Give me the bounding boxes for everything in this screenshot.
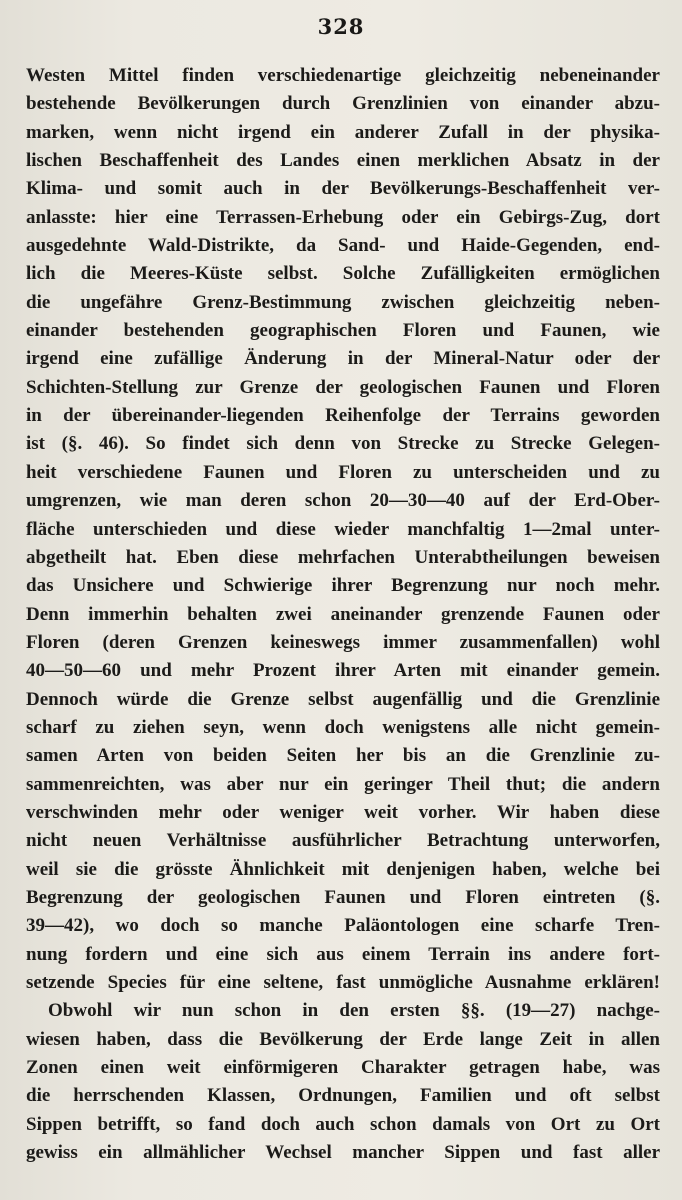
text-line: das Unsichere und Schwierige ihrer Begrenzung nur noch mehr.: [26, 575, 660, 597]
text-line: setzende Species für eine seltene, fast unmögliche Ausnahme erklären!: [26, 972, 660, 993]
text-line: irgend eine zufällige Änderung in der Mineral-Natur oder der: [26, 348, 660, 370]
text-line: umgrenzen, wie man deren schon 20—30—40 auf der Erd-Ober-: [26, 490, 660, 512]
text-line: marken, wenn nicht irgend ein anderer Zufall in der physika-: [26, 121, 660, 143]
text-line: in der übereinander-liegenden Reihenfolge der Terrains geworden: [26, 405, 660, 427]
text-line: sammenreichten, was aber nur ein geringer Theil thut; die andern: [26, 773, 660, 795]
text-line: Obwohl wir nun schon in den ersten §§. (19—27) nachge-: [48, 1000, 660, 1022]
text-line: bestehende Bevölkerungen durch Grenzlinien von einander abzu-: [26, 93, 660, 115]
text-line: 39—42), wo doch so manche Paläontologen eine scharfe Tren-: [26, 915, 660, 937]
paragraph-1: [26, 62, 660, 997]
text-line: Floren (deren Grenzen keineswegs immer zusammenfallen) wohl: [26, 631, 660, 653]
text-line: wiesen haben, dass die Bevölkerung der Erde lange Zeit in allen: [26, 1028, 660, 1050]
page-number: 328: [317, 14, 365, 39]
text-line: ausgedehnte Wald-Distrikte, da Sand- und Haide-Gegenden, end-: [26, 235, 660, 257]
text-line: nung fordern und eine sich aus einem Terrain ins andere fort-: [26, 943, 660, 965]
text-line: weil sie die grösste Ähnlichkeit mit denjenigen haben, welche bei: [26, 858, 660, 880]
text-line: einander bestehenden geographischen Floren und Faunen, wie: [26, 320, 660, 342]
text-line: die herrschenden Klassen, Ordnungen, Familien und oft selbst: [26, 1085, 660, 1107]
text-line: lischen Beschaffenheit des Landes einen merklichen Absatz in der: [26, 150, 660, 172]
text-line: Sippen betrifft, so fand doch auch schon damals von Ort zu Ort: [26, 1113, 660, 1135]
text-line: abgetheilt hat. Eben diese mehrfachen Unterabtheilungen beweisen: [26, 546, 660, 568]
text-line: fläche unterschieden und diese wieder manchfaltig 1—2mal unter-: [26, 518, 660, 540]
text-line: Denn immerhin behalten zwei aneinander grenzende Faunen oder: [26, 603, 660, 625]
text-line: die ungefähre Grenz-Bestimmung zwischen gleichzeitig neben-: [26, 291, 660, 313]
text-line: scharf zu ziehen seyn, wenn doch wenigstens alle nicht gemein-: [26, 716, 660, 738]
text-line: Westen Mittel finden verschiedenartige gleichzeitig nebeneinander: [26, 65, 660, 86]
paragraph-2: [26, 997, 660, 1167]
text-line: 40—50—60 und mehr Prozent ihrer Arten mit einander gemein.: [26, 660, 660, 682]
text-line: Schichten-Stellung zur Grenze der geologischen Faunen und Floren: [26, 376, 660, 398]
text-line: heit verschiedene Faunen und Floren zu unterscheiden und zu: [26, 461, 660, 483]
text-line: nicht neuen Verhältnisse ausführlicher Betrachtung unterworfen,: [26, 830, 660, 852]
text-line: Begrenzung der geologischen Faunen und Floren eintreten (§.: [26, 886, 660, 908]
text-line: samen Arten von beiden Seiten her bis an die Grenzlinie zu-: [26, 745, 660, 767]
text-line: Zonen einen weit einförmigeren Charakter getragen habe, was: [26, 1057, 660, 1079]
text-line: verschwinden mehr oder weniger weit vorher. Wir haben diese: [26, 801, 660, 823]
text-line: anlasste: hier eine Terrassen-Erhebung oder ein Gebirgs-Zug, dort: [26, 206, 660, 228]
text-line: ist (§. 46). So findet sich denn von Strecke zu Strecke Gelegen-: [26, 433, 660, 455]
text-line: lich die Meeres-Küste selbst. Solche Zufälligkeiten ermöglichen: [26, 263, 660, 285]
text-line: gewiss ein allmählicher Wechsel mancher Sippen und fast aller: [26, 1142, 660, 1164]
text-line: Dennoch würde die Grenze selbst augenfällig und die Grenzlinie: [26, 688, 660, 710]
body-text: [26, 62, 660, 1167]
text-line: Klima- und somit auch in der Bevölkerungs-Beschaffenheit ver-: [26, 178, 660, 200]
